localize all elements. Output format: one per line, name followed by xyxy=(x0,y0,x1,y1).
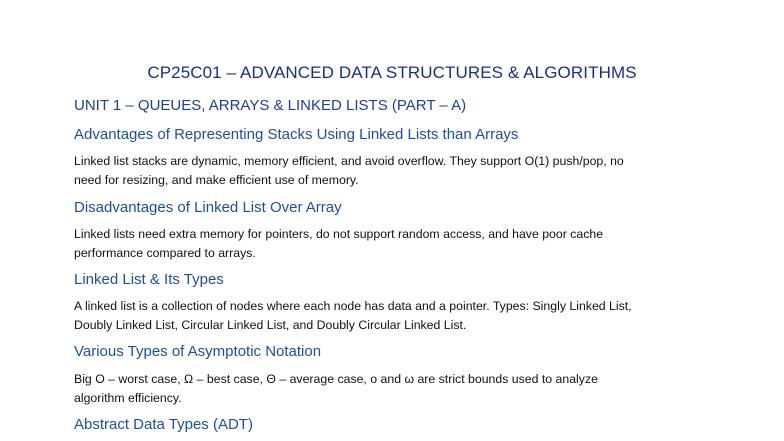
section-heading-adt: Abstract Data Types (ADT) xyxy=(74,416,253,433)
paragraph-line: algorithm efficiency. xyxy=(74,391,182,405)
section-heading-disadvantages: Disadvantages of Linked List Over Array xyxy=(74,199,342,216)
paragraph-line: Doubly Linked List, Circular Linked List, and Doubly Circular Linked List. xyxy=(74,318,467,332)
section-paragraph-disadvantages xyxy=(74,225,724,263)
document-title: CP25C01 – ADVANCED DATA STRUCTURES & ALGORITHMS xyxy=(147,63,637,82)
section-paragraph-advantages xyxy=(74,152,724,190)
paragraph-line: need for resizing, and make efficient use of memory. xyxy=(74,173,359,187)
paragraph-line: performance compared to arrays. xyxy=(74,246,256,260)
section-paragraph-linked-list-types xyxy=(74,297,724,335)
section-heading-linked-list-types: Linked List & Its Types xyxy=(74,271,224,288)
section-heading-asymptotic-notation: Various Types of Asymptotic Notation xyxy=(74,343,322,360)
section-heading-advantages: Advantages of Representing Stacks Using Linked Lists than Arrays xyxy=(74,126,519,143)
paragraph-line: A linked list is a collection of nodes where each node has data and a pointer. Types: Singly Linked List, xyxy=(74,299,632,313)
unit-heading: UNIT 1 – QUEUES, ARRAYS & LINKED LISTS (PART – A) xyxy=(74,97,467,114)
paragraph-line: Big O – worst case, Ω – best case, Θ – average case, o and ω are strict bounds used to analyze xyxy=(74,372,598,386)
section-paragraph-asymptotic-notation xyxy=(74,370,724,408)
paragraph-line: Linked list stacks are dynamic, memory efficient, and avoid overflow. They support O(1) push/pop, no xyxy=(74,154,624,168)
paragraph-line: Linked lists need extra memory for pointers, do not support random access, and have poor cache xyxy=(74,227,604,241)
